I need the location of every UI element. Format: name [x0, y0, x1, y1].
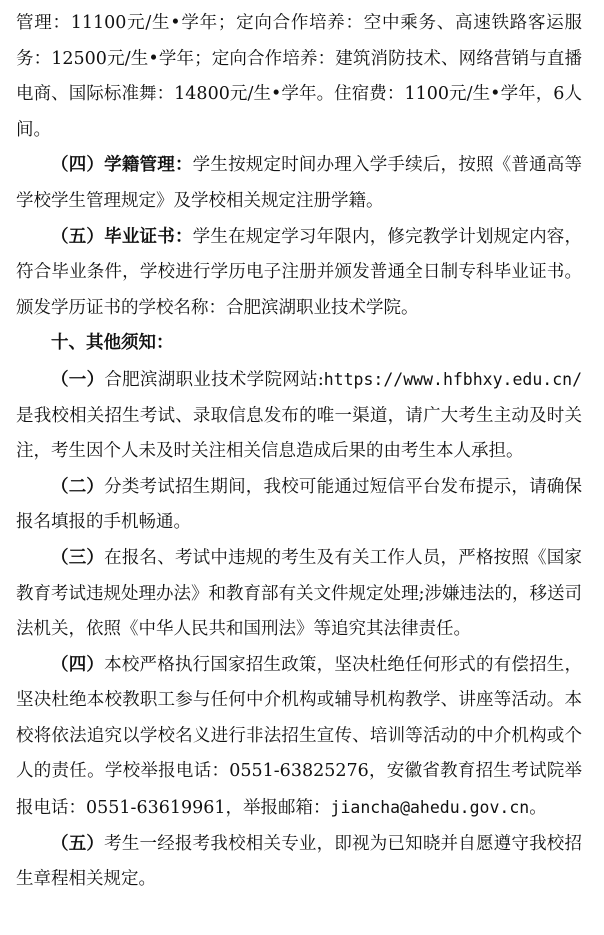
note-2: [16, 470, 582, 541]
note-2-label: （二）: [51, 476, 105, 497]
note-4-label: （四）: [51, 654, 105, 675]
section-other-notes-title: [16, 326, 582, 362]
note-4-text-d: 。: [529, 798, 547, 819]
note-1-text-b: 是我校相关招生考试、录取信息发布的唯一渠道，请广大考生主动及时关注，考生因个人未及时关注相关信息造成后果的由考生本人承担。: [16, 405, 582, 462]
note-3-label: （三）: [51, 547, 105, 568]
item-diploma: [16, 220, 582, 327]
note-4-text-a: 本校严格执行国家招生政策，坚决杜绝任何形式的有偿招生，坚决杜绝本校教职工参与任何中介机构或辅导机构教学、讲座等活动。本校将依法追究以学校名义进行非法招生宣传、培训等活动的中介机构或个人的责任。学校举报电话：: [16, 654, 583, 782]
exam-authority-report-phone: 0551-63619961: [86, 798, 226, 819]
note-4-text-b: ，安徽省教育招生考试院举报电话：: [16, 761, 582, 819]
item-diploma-text: 学生在规定学习年限内，修完教学计划规定内容，符合毕业条件，学校进行学历电子注册并颁发普通全日制专科毕业证书。颁发学历证书的学校名称：合肥滨湖职业技术学院。: [16, 226, 582, 318]
note-5-text: 考生一经报考我校相关专业，即视为已知晓并自愿遵守我校招生章程相关规定。: [16, 833, 583, 890]
item-student-status-text: 学生按规定时间办理入学手续后，按照《普通高等学校学生管理规定》及学校相关规定注册学籍。: [16, 155, 582, 211]
section-title-text: 十、其他须知：: [51, 333, 174, 354]
item-student-status: [16, 148, 582, 219]
website-link[interactable]: https://www.hfbhxy.edu.cn/: [323, 369, 583, 389]
note-1-label: （一）: [51, 369, 105, 390]
note-2-text: 分类考试招生期间，我校可能通过短信平台发布提示，请确保报名填报的手机畅通。: [16, 476, 583, 533]
item-diploma-label: （五）毕业证书：: [51, 226, 193, 247]
note-4: [16, 648, 582, 827]
note-3-text: 在报名、考试中违规的考生及有关工作人员，严格按照《国家教育考试违规处理办法》和教育部有关文件规定处理;涉嫌违法的，移送司法机关，依照《中华人民共和国刑法》等追究其法律责任。: [16, 547, 583, 640]
fees-paragraph: [16, 6, 582, 148]
item-student-status-label: （四）学籍管理：: [51, 155, 193, 176]
note-5: [16, 827, 582, 898]
note-3: [16, 541, 582, 648]
note-4-text-c: ，举报邮箱：: [225, 798, 331, 819]
school-report-phone: 0551-63825276: [229, 761, 369, 782]
note-1-text-a: 合肥滨湖职业技术学院网站:: [104, 369, 324, 390]
note-5-label: （五）: [51, 833, 105, 854]
report-email-link[interactable]: jiancha@ahedu.gov.cn: [330, 798, 530, 818]
fees-text: 管理：11100元/生•学年；定向合作培养：空中乘务、高速铁路客运服务：12500元/生•学年；定向合作培养：建筑消防技术、网络营销与直播电商、国际标准舞：14800元/生•学年。住宿费：1100元/生•学年，6人间。: [16, 13, 582, 140]
note-1: [16, 362, 582, 470]
